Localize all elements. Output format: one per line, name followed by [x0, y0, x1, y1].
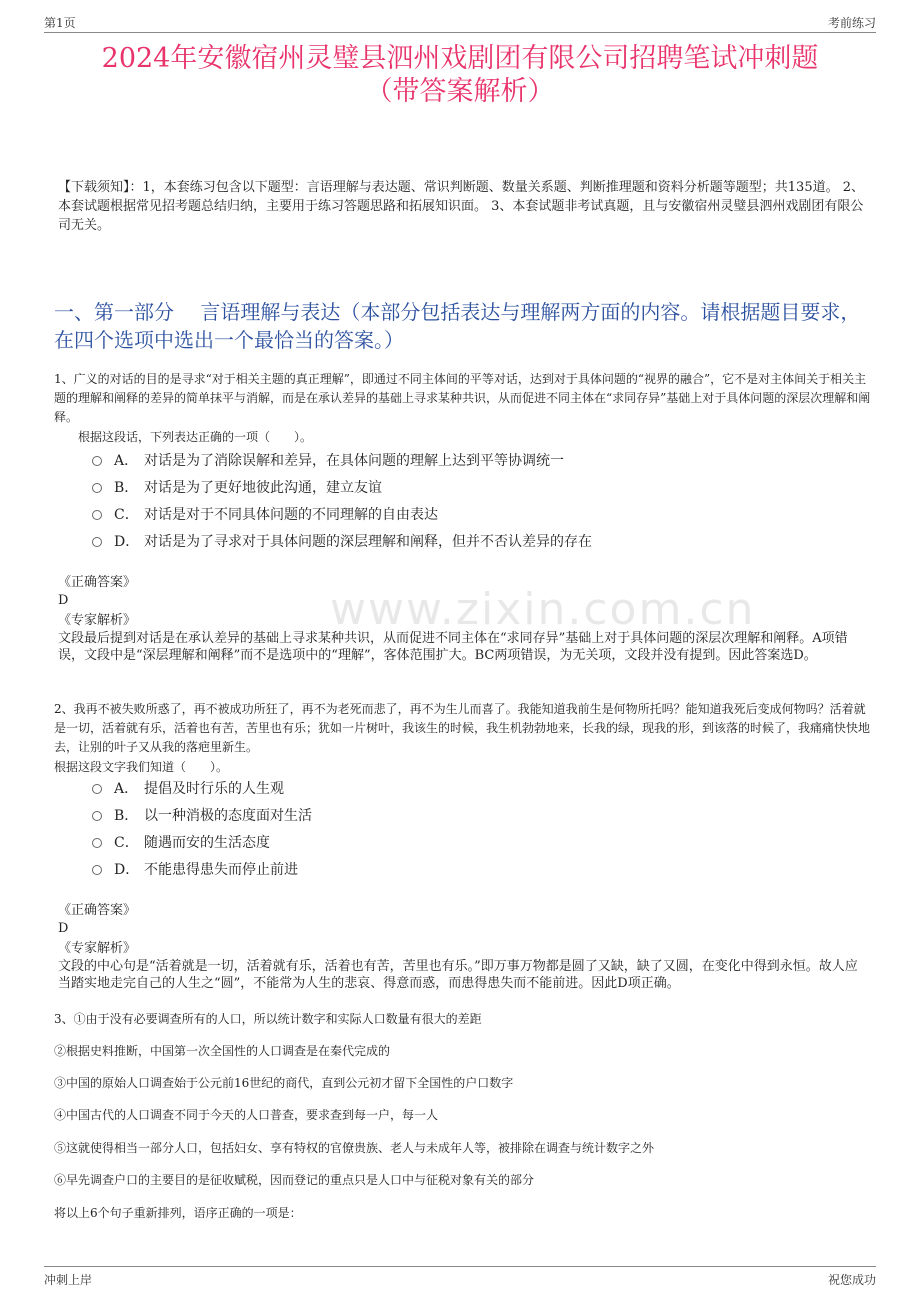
option-text: 对话是为了消除误解和差异，在具体问题的理解上达到平等协调统一 [144, 453, 564, 469]
option-letter: A． [114, 453, 139, 469]
question-1-stem: 根据这段话，下列表达正确的一项（ ）。 [78, 430, 313, 444]
question-3-sentence-6: ⑥早先调查户口的主要目的是征收赋税，因而登记的重点只是人口中与征税对象有关的部分 [54, 1173, 535, 1187]
radio-icon[interactable] [92, 838, 102, 848]
footer-left-label: 冲刺上岸 [44, 1273, 93, 1287]
radio-icon[interactable] [92, 784, 102, 794]
question-1-analysis-label: 《专家解析》 [58, 613, 137, 628]
watermark: www.zixin.com.cn [330, 584, 756, 635]
question-3-sentence-5: ⑤这就使得相当一部分人口，包括妇女、享有特权的官僚贵族、老人与未成年人等，被排除在调查与统计数字之外 [54, 1141, 655, 1155]
radio-icon[interactable] [92, 537, 102, 547]
question-3-sentence-3: ③中国的原始人口调查始于公元前16世纪的商代，直到公元初才留下全国性的户口数字 [54, 1076, 514, 1090]
question-1-answer: D [58, 593, 69, 608]
radio-icon[interactable] [92, 811, 102, 821]
option-text: 不能患得患失而停止前进 [144, 862, 298, 878]
question-2-analysis: 文段的中心句是“活着就是一切，活着就有乐，活着也有苦，苦里也有乐。”即万事万物都是圆了又缺，缺了又圆，在变化中得到永恒。故人应当踏实地走完自己的人生之“圆”，不能常为人生的悲哀、得意而惑，而患得患失而不能前进。因此D项正确。 [58, 959, 858, 991]
option-text: 对话是对于不同具体问题的不同理解的自由表达 [144, 507, 438, 523]
radio-icon[interactable] [92, 456, 102, 466]
title-line-2: （带答案解析） [365, 76, 555, 107]
option-letter: D． [114, 534, 140, 550]
question-2-answer-label: 《正确答案》 [58, 903, 137, 918]
radio-icon[interactable] [92, 510, 102, 520]
option-letter: B． [114, 480, 139, 496]
question-3-sentence-2: ②根据史料推断，中国第一次全国性的人口调查是在秦代完成的 [54, 1044, 391, 1058]
radio-icon[interactable] [92, 865, 102, 875]
header-label: 考前练习 [827, 16, 876, 30]
option-letter: C． [114, 835, 139, 851]
radio-icon[interactable] [92, 483, 102, 493]
footer-right-label: 祝您成功 [827, 1273, 876, 1287]
question-3-sentence-1: 3、①由于没有必要调查所有的人口，所以统计数字和实际人口数量有很大的差距 [54, 1012, 482, 1026]
question-3-sentence-4: ④中国古代的人口调查不同于今天的人口普查，要求查到每一户，每一人 [54, 1108, 439, 1122]
footer-divider [44, 1266, 876, 1267]
document-title [40, 42, 880, 108]
option-text: 提倡及时行乐的人生观 [144, 781, 284, 797]
section-heading: 一、第一部分 言语理解与表达（本部分包括表达与理解两方面的内容。请根据题目要求，在四个选项中选出一个最恰当的答案。） [54, 300, 861, 352]
question-1-analysis: 文段最后提到对话是在承认差异的基础上寻求某种共识，从而促进不同主体在“求同存异”基础上对于具体问题的深层次理解和阐释。A项错误，文段中是“深层理解和阐释”而不是选项中的“理解”，客体范围扩大。BC两项错误，为无关项，文段并没有提到。因此答案选D。 [58, 631, 848, 663]
option-letter: A． [114, 781, 139, 797]
option-text: 对话是为了寻求对于具体问题的深层理解和阐释，但并不否认差异的存在 [144, 534, 592, 550]
title-line-1: 2024年安徽宿州灵璧县泗州戏剧团有限公司招聘笔试冲刺题 [101, 43, 819, 74]
question-2-stem: 根据这段文字我们知道（ ）。 [54, 760, 229, 774]
header-divider [44, 32, 876, 33]
option-text: 随遇而安的生活态度 [144, 835, 270, 851]
page-number: 第1页 [44, 16, 76, 30]
option-text: 以一种消极的态度面对生活 [144, 808, 312, 824]
question-1-text: 1、广义的对话的目的是寻求“对于相关主题的真正理解”，即通过不同主体间的平等对话，达到对于具体问题的“视界的融合”，它不是对主体间关于相关主题的理解和阐释的差异的简单抹平与消解，而是在承认差异的基础上寻求某种共识，从而促进不同主体在“求同存异”基础上对于具体问题的深层次理解和阐释。 [54, 372, 871, 424]
question-2-text: 2、我再不被失败所惑了，再不被成功所狂了，再不为老死而悲了，再不为生儿而喜了。我能知道我前生是何物所托吗？能知道我死后变成何物吗？活着就是一切，活着就有乐，活着也有苦，苦里也有乐；犹如一片树叶，我该生的时候，我生机勃勃地来，长我的绿，现我的形，到该落的时候了，我痛痛快快地去，让别的叶子又从我的落疤里新生。 [54, 702, 871, 754]
option-letter: C． [114, 507, 139, 523]
option-letter: D． [114, 862, 140, 878]
option-text: 对话是为了更好地彼此沟通，建立友谊 [144, 480, 382, 496]
question-2-answer: D [58, 921, 69, 936]
question-3-stem: 将以上6个句子重新排列，语序正确的一项是： [54, 1206, 302, 1220]
question-1-answer-label: 《正确答案》 [58, 575, 137, 590]
question-2-analysis-label: 《专家解析》 [58, 941, 137, 956]
page-footer [44, 1271, 876, 1289]
download-notice: 【下载须知】：1，本套练习包含以下题型：言语理解与表达题、常识判断题、数量关系题、判断推理题和资料分析题等题型；共135道。 2、本套试题根据常见招考题总结归纳，主要用于练习答题思路和拓展知识面。 3、本套试题非考试真题，且与安徽宿州灵璧县泗州戏剧团有限公司无关。 [58, 180, 864, 233]
option-letter: B． [114, 808, 139, 824]
page-header [44, 14, 876, 32]
